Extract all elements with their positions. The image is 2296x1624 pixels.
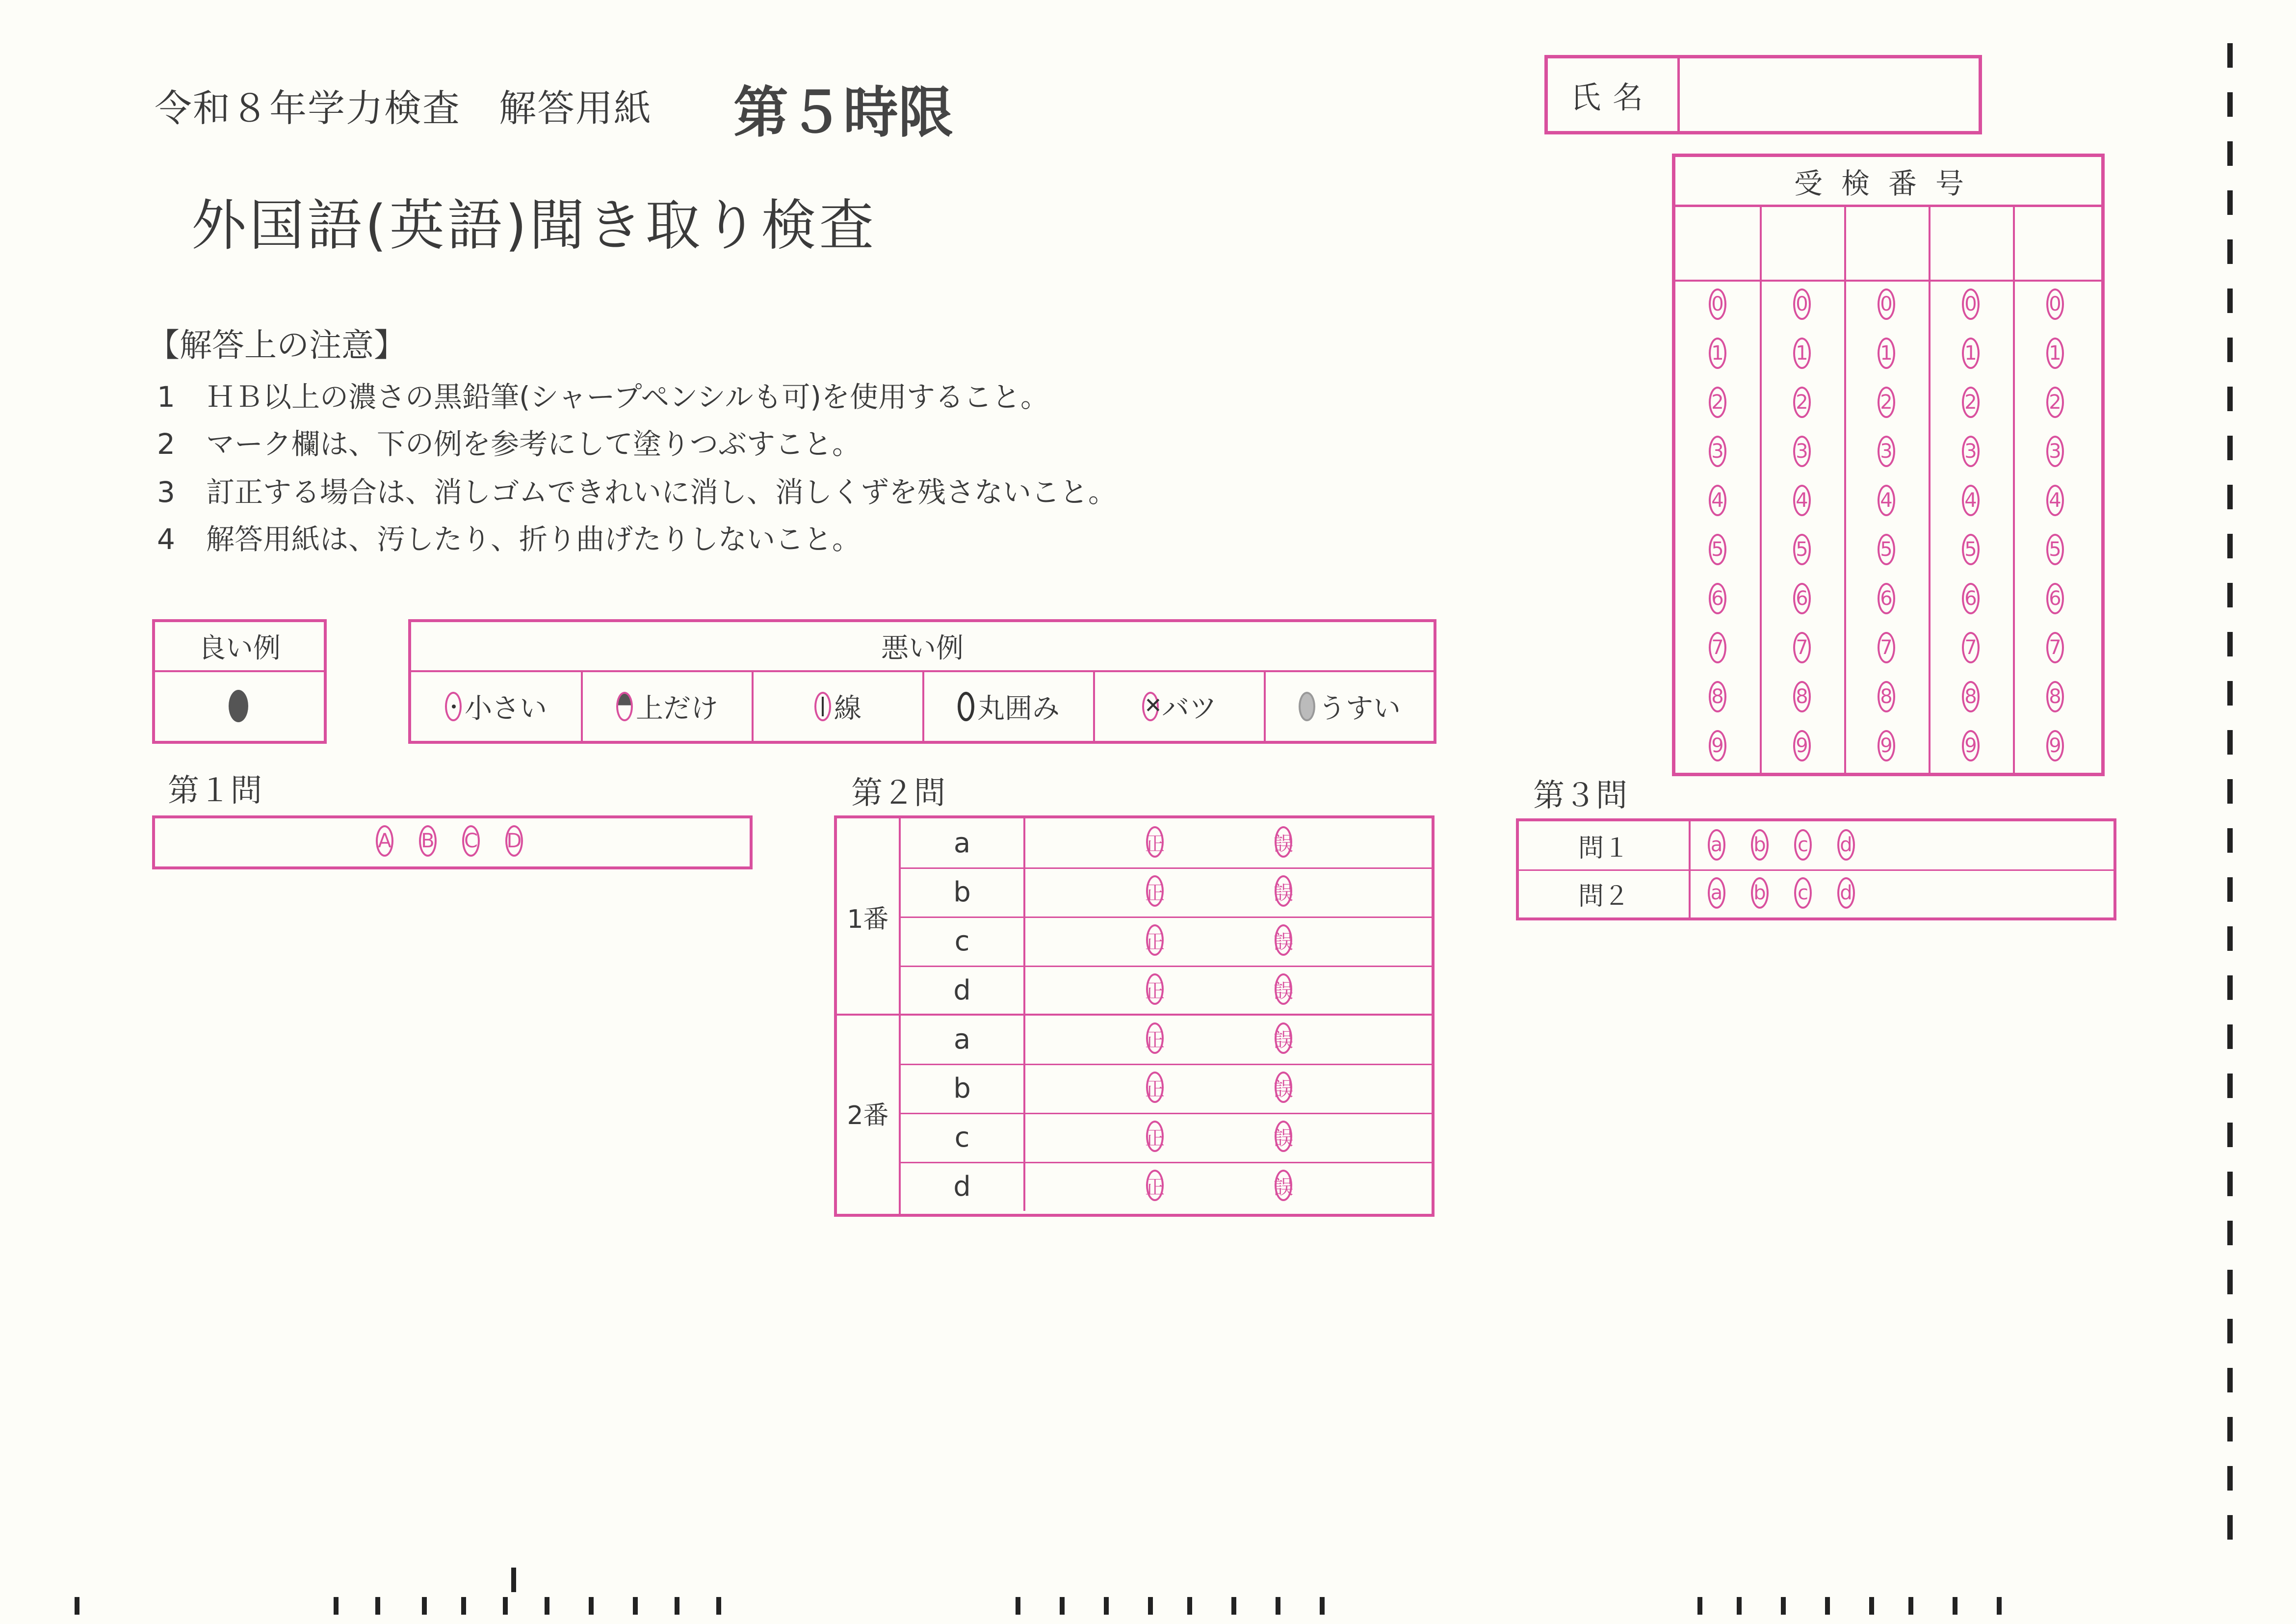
bad-example-small: 小さい	[411, 672, 583, 741]
timing-mark	[2227, 926, 2233, 951]
timing-mark	[1953, 1597, 1957, 1615]
q2-option-false[interactable]: 誤	[1275, 826, 1292, 858]
timing-mark	[2227, 141, 2233, 166]
timing-mark	[2227, 1368, 2233, 1392]
q3-row	[1519, 821, 2113, 871]
exam-number-bubble-5[interactable]: 5	[1962, 534, 1980, 565]
exam-number-bubble-6[interactable]: 6	[2046, 583, 2064, 614]
q2-row-letter: d	[901, 966, 1025, 1015]
exam-number-bubble-4[interactable]: 4	[1709, 485, 1726, 516]
q3-row-label: 問１	[1519, 821, 1691, 869]
bad-example-line: 線	[754, 672, 924, 741]
q1-option-d[interactable]: D	[505, 825, 523, 857]
filled-mark	[229, 690, 248, 722]
q2-option-false[interactable]: 誤	[1275, 973, 1292, 1005]
exam-number-bubble-8[interactable]: 8	[1878, 681, 1895, 712]
timing-mark	[1825, 1597, 1830, 1615]
timing-mark	[2227, 338, 2233, 362]
timing-mark	[1908, 1597, 1913, 1615]
note-item: 2 マーク欄は、下の例を参考にして塗りつぶすこと。	[157, 427, 861, 461]
exam-number-bubble-5[interactable]: 5	[1878, 534, 1895, 565]
bad-example-box	[408, 619, 1436, 744]
q2-option-true[interactable]: 正	[1146, 1121, 1164, 1152]
exam-number-bubble-6[interactable]: 6	[1709, 583, 1726, 614]
q3-row	[1519, 869, 2113, 917]
q3-option-b[interactable]: b	[1751, 829, 1769, 861]
good-example-box	[152, 619, 327, 744]
q2-row-letter: c	[901, 917, 1025, 966]
exam-number-bubble-9[interactable]: 9	[1709, 730, 1726, 761]
timing-mark	[2227, 92, 2233, 117]
q2-answer-table	[834, 815, 1435, 1217]
exam-number-bubble-2[interactable]: 2	[1878, 387, 1895, 418]
exam-number-bubble-2[interactable]: 2	[1962, 387, 1980, 418]
exam-number-bubble-7[interactable]: 7	[1709, 632, 1726, 663]
timing-mark	[2227, 975, 2233, 1000]
timing-mark	[2227, 1024, 2233, 1049]
timing-mark	[2227, 1515, 2233, 1540]
bad-example-faint: うすい	[1266, 672, 1434, 741]
timing-mark	[2227, 534, 2233, 558]
timing-mark	[511, 1568, 516, 1592]
timing-mark	[675, 1597, 679, 1615]
timing-mark	[375, 1597, 380, 1615]
good-example-label: 良い例	[155, 622, 324, 672]
q2-row-letter: b	[901, 867, 1025, 917]
q2-row	[901, 818, 1432, 869]
timing-mark	[589, 1597, 594, 1615]
exam-number-label: 受検番号	[1675, 157, 2101, 207]
timing-mark	[2227, 681, 2233, 706]
timing-mark	[75, 1597, 79, 1615]
exam-number-bubble-5[interactable]: 5	[2046, 534, 2064, 565]
note-item: 4 解答用紙は、汚したり、折り曲げたりしないこと。	[157, 523, 861, 556]
timing-mark	[1997, 1597, 2002, 1615]
exam-number-entry-row	[1675, 207, 2101, 282]
exam-number-bubble-4[interactable]: 4	[1878, 485, 1895, 516]
q2-option-true[interactable]: 正	[1146, 1170, 1164, 1201]
exam-number-bubble-1[interactable]: 1	[2046, 338, 2064, 369]
timing-mark	[2227, 1417, 2233, 1441]
exam-number-bubble-3[interactable]: 3	[1709, 436, 1726, 467]
exam-number-bubble-0[interactable]: 0	[1878, 288, 1895, 320]
timing-mark	[2227, 1270, 2233, 1294]
q2-option-true[interactable]: 正	[1146, 973, 1164, 1005]
q2-row-letter: b	[901, 1064, 1025, 1113]
timing-mark	[1781, 1597, 1786, 1615]
exam-number-bubble-4[interactable]: 4	[2046, 485, 2064, 516]
timing-mark	[503, 1597, 508, 1615]
timing-mark	[1231, 1597, 1236, 1615]
exam-number-bubble-7[interactable]: 7	[2046, 632, 2064, 663]
timing-mark	[1187, 1597, 1192, 1615]
timing-mark	[2227, 387, 2233, 411]
name-field[interactable]	[1680, 58, 1979, 131]
timing-mark	[1697, 1597, 1702, 1615]
q2-row	[901, 1064, 1432, 1114]
q2-option-false[interactable]: 誤	[1275, 1072, 1292, 1103]
exam-number-bubble-5[interactable]: 5	[1793, 534, 1811, 565]
timing-mark	[2227, 632, 2233, 656]
timing-mark	[716, 1597, 721, 1615]
q2-title: 第２問	[851, 775, 945, 812]
notes-title: 【解答上の注意】	[147, 326, 406, 364]
exam-number-bubble-8[interactable]: 8	[1793, 681, 1811, 712]
q3-answer-table	[1516, 818, 2116, 920]
timing-mark	[2227, 1074, 2233, 1098]
q2-row-letter: c	[901, 1113, 1025, 1162]
exam-number-bubble-1[interactable]: 1	[1793, 338, 1811, 369]
q2-row	[901, 966, 1432, 1015]
timing-mark	[1737, 1597, 1742, 1615]
exam-number-bubble-3[interactable]: 3	[2046, 436, 2064, 467]
exam-number-bubble-9[interactable]: 9	[1793, 730, 1811, 761]
timing-mark	[1320, 1597, 1325, 1615]
exam-number-column-divider	[2013, 207, 2015, 773]
name-label: 氏名	[1548, 58, 1680, 131]
q2-option-false[interactable]: 誤	[1275, 1170, 1292, 1201]
exam-number-bubble-4[interactable]: 4	[1793, 485, 1811, 516]
exam-number-bubble-0[interactable]: 0	[2046, 288, 2064, 320]
timing-mark	[2227, 1123, 2233, 1147]
exam-number-bubble-3[interactable]: 3	[1878, 436, 1895, 467]
exam-number-bubble-1[interactable]: 1	[1962, 338, 1980, 369]
q3-option-d[interactable]: d	[1837, 877, 1855, 909]
q2-row-letter: d	[901, 1162, 1025, 1211]
exam-number-grid	[1672, 154, 2105, 776]
exam-number-bubble-4[interactable]: 4	[1962, 485, 1980, 516]
timing-mark	[2227, 828, 2233, 853]
timing-mark	[1016, 1597, 1020, 1615]
exam-number-bubble-3[interactable]: 3	[1962, 436, 1980, 467]
q2-row	[901, 1113, 1432, 1163]
timing-mark	[1060, 1597, 1065, 1615]
exam-number-bubble-9[interactable]: 9	[2046, 730, 2064, 761]
q2-option-false[interactable]: 誤	[1275, 875, 1292, 907]
name-box	[1544, 55, 1982, 134]
bad-example-top-only: 上だけ	[583, 672, 754, 741]
exam-number-bubble-2[interactable]: 2	[1793, 387, 1811, 418]
exam-number-bubble-2[interactable]: 2	[2046, 387, 2064, 418]
q3-option-a[interactable]: a	[1708, 829, 1725, 861]
q3-option-c[interactable]: c	[1794, 877, 1812, 909]
exam-number-column-divider	[1760, 207, 1762, 773]
q3-option-b[interactable]: b	[1751, 877, 1769, 909]
q2-option-false[interactable]: 誤	[1275, 1121, 1292, 1152]
exam-number-bubble-2[interactable]: 2	[1709, 387, 1726, 418]
period-label: 第５時限	[733, 81, 953, 145]
timing-mark	[2227, 1172, 2233, 1196]
timing-mark	[2227, 730, 2233, 755]
q3-option-c[interactable]: c	[1794, 829, 1812, 861]
timing-mark	[545, 1597, 549, 1615]
exam-number-bubble-0[interactable]: 0	[1709, 288, 1726, 320]
timing-mark	[461, 1597, 466, 1615]
exam-number-bubble-0[interactable]: 0	[1793, 288, 1811, 320]
timing-mark	[1869, 1597, 1874, 1615]
timing-mark	[2227, 485, 2233, 509]
note-item: 1 ＨＢ以上の濃さの黒鉛筆(シャープペンシルも可)を使用すること。	[157, 380, 1049, 414]
q2-option-false[interactable]: 誤	[1275, 924, 1292, 956]
q3-title: 第３問	[1533, 778, 1627, 814]
timing-mark	[2227, 1221, 2233, 1245]
timing-mark	[1104, 1597, 1109, 1615]
exam-number-bubble-5[interactable]: 5	[1709, 534, 1726, 565]
q2-option-true[interactable]: 正	[1146, 875, 1164, 907]
q2-group-label: 1番	[847, 904, 889, 934]
exam-number-bubble-9[interactable]: 9	[1878, 730, 1895, 761]
q2-row	[901, 1162, 1432, 1211]
q1-title: 第１問	[168, 773, 262, 809]
timing-mark	[2227, 1466, 2233, 1491]
exam-number-bubble-9[interactable]: 9	[1962, 730, 1980, 761]
timing-mark	[2227, 1319, 2233, 1343]
q2-option-true[interactable]: 正	[1146, 1022, 1164, 1054]
exam-number-column-divider	[1929, 207, 1931, 773]
exam-number-bubble-1[interactable]: 1	[1709, 338, 1726, 369]
q2-group-label: 2番	[847, 1100, 889, 1130]
timing-mark	[2227, 436, 2233, 460]
timing-mark	[2227, 583, 2233, 607]
exam-number-bubble-6[interactable]: 6	[1793, 583, 1811, 614]
q2-row	[901, 917, 1432, 967]
timing-mark	[334, 1597, 339, 1615]
exam-number-bubble-7[interactable]: 7	[1962, 632, 1980, 663]
q3-row-label: 問２	[1519, 869, 1691, 917]
q1-answer-row	[152, 815, 753, 869]
timing-mark	[2227, 288, 2233, 313]
exam-number-bubble-8[interactable]: 8	[1709, 681, 1726, 712]
timing-mark	[2227, 43, 2233, 68]
timing-mark	[422, 1597, 427, 1615]
timing-mark	[633, 1597, 638, 1615]
q3-option-d[interactable]: d	[1837, 829, 1855, 861]
q2-option-true[interactable]: 正	[1146, 924, 1164, 956]
bad-example-circle: 丸囲み	[924, 672, 1095, 741]
timing-mark	[2227, 877, 2233, 902]
exam-number-bubble-7[interactable]: 7	[1878, 632, 1895, 663]
q1-option-a[interactable]: A	[376, 825, 393, 857]
q2-row	[901, 1015, 1432, 1065]
q2-row	[901, 867, 1432, 918]
exam-number-bubble-7[interactable]: 7	[1793, 632, 1811, 663]
exam-number-bubble-1[interactable]: 1	[1878, 338, 1895, 369]
q2-row-letter: a	[901, 1015, 1025, 1064]
bad-example-cross: ✕ バツ	[1095, 672, 1266, 741]
note-item: 3 訂正する場合は、消しゴムできれいに消し、消しくずを残さないこと。	[157, 475, 1117, 509]
timing-mark	[2227, 239, 2233, 264]
exam-number-bubble-8[interactable]: 8	[2046, 681, 2064, 712]
exam-number-bubble-3[interactable]: 3	[1793, 436, 1811, 467]
timing-mark	[1148, 1597, 1153, 1615]
q2-option-true[interactable]: 正	[1146, 1072, 1164, 1103]
exam-number-bubble-8[interactable]: 8	[1962, 681, 1980, 712]
exam-title: 令和８年学力検査 解答用紙	[155, 86, 652, 130]
q3-option-a[interactable]: a	[1708, 877, 1725, 909]
q2-option-true[interactable]: 正	[1146, 826, 1164, 858]
exam-number-bubble-6[interactable]: 6	[1878, 583, 1895, 614]
q2-option-false[interactable]: 誤	[1275, 1022, 1292, 1054]
exam-number-column-divider	[1844, 207, 1846, 773]
q1-option-b[interactable]: B	[419, 825, 437, 857]
q1-option-c[interactable]: C	[462, 825, 480, 857]
exam-number-bubble-0[interactable]: 0	[1962, 288, 1980, 320]
bad-example-label: 悪い例	[411, 622, 1434, 672]
timing-mark	[2227, 779, 2233, 804]
timing-mark	[2227, 190, 2233, 215]
q2-row-letter: a	[901, 818, 1025, 867]
timing-mark	[1276, 1597, 1280, 1615]
exam-number-bubble-6[interactable]: 6	[1962, 583, 1980, 614]
subject-title: 外国語(英語)聞き取り検査	[191, 194, 877, 258]
